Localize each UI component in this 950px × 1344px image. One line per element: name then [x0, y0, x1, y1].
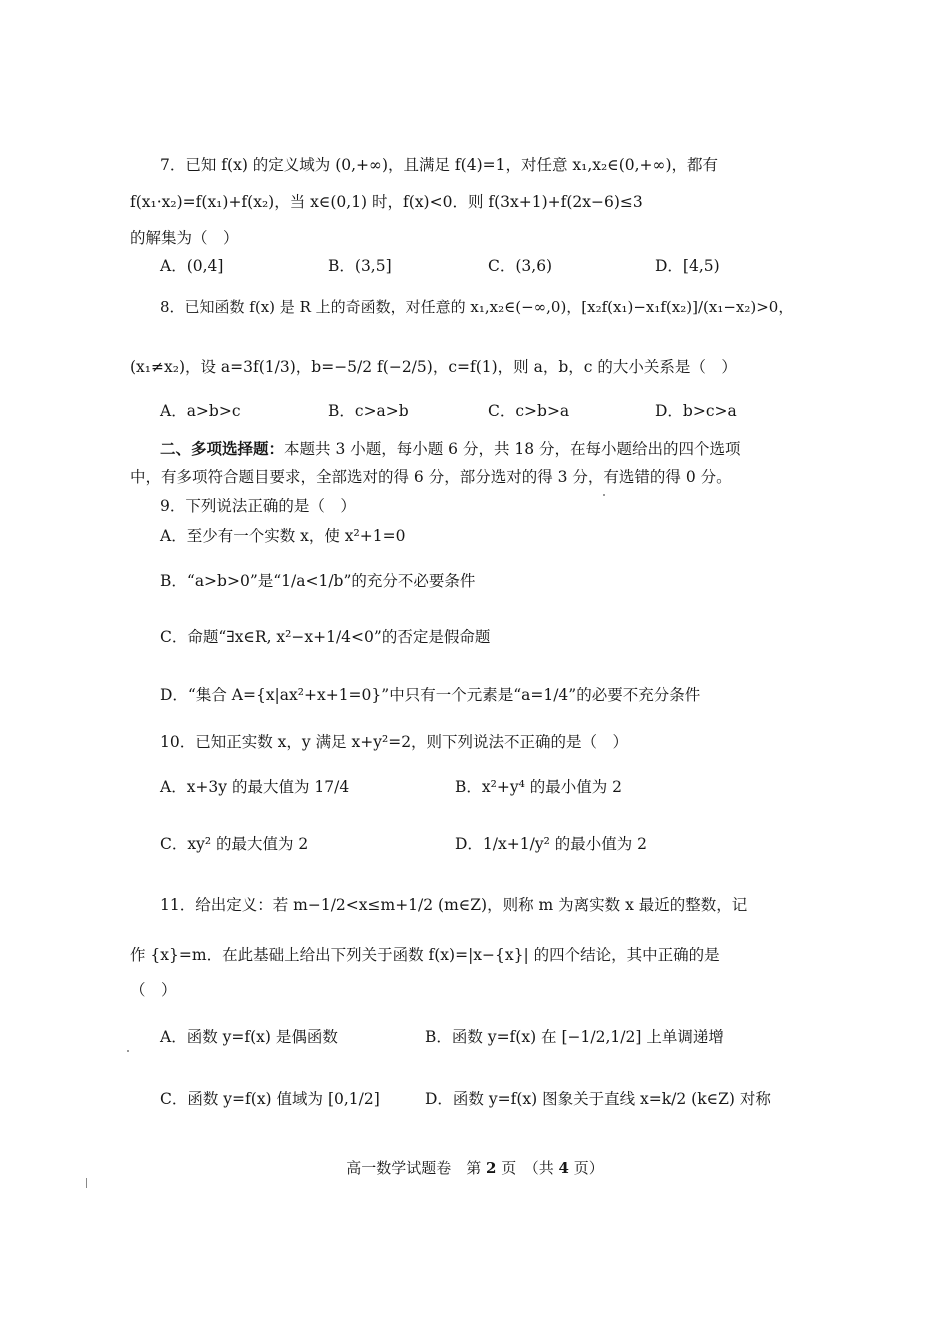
section-2-line-1 — [160, 437, 741, 459]
q9-option-c: C．命题“∃x∈R, x²−x+1/4<0”的否定是假命题 — [160, 628, 491, 646]
q10-option-c: C．xy² 的最大值为 2 — [160, 835, 309, 853]
q8-line-2: (x₁≠x₂)，设 a=3f(1/3)，b=−5/2 f(−2/5)，c=f(1)，则 a，b，c 的大小关系是（ ） — [130, 358, 737, 376]
q8-option-c: C．c>b>a — [488, 402, 570, 420]
scan-speck — [127, 1050, 129, 1052]
q11-line-3: （ ） — [130, 981, 177, 999]
q11-line-2: 作 {x}=m．在此基础上给出下列关于函数 f(x)=|x−{x}| 的四个结论，其中正确的是 — [130, 946, 720, 964]
q10-stem: 10．已知正实数 x，y 满足 x+y²=2，则下列说法不正确的是（ ） — [160, 733, 629, 751]
section-2-text-1: 本题共 3 小题，每小题 6 分，共 18 分，在每小题给出的四个选项 — [284, 440, 741, 458]
q7-option-a: A．(0,4] — [160, 257, 224, 275]
q8-line-1: 8．已知函数 f(x) 是 R 上的奇函数，对任意的 x₁,x₂∈(−∞,0)，[x₂f(x₁)−x₁f(x₂)]/(x₁−x₂)>0， — [160, 298, 794, 316]
q9-option-b: B．“a>b>0”是“1/a<1/b”的充分不必要条件 — [160, 572, 476, 590]
section-2-line-2: 中，有多项符合题目要求，全部选对的得 6 分，部分选对的得 3 分，有选错的得 0 分。 — [130, 468, 732, 486]
q10-option-b: B．x²+y⁴ 的最小值为 2 — [455, 778, 623, 796]
section-2-heading: 二、多项选择题： — [160, 439, 285, 458]
q11-option-c: C．函数 y=f(x) 值域为 [0,1/2] — [160, 1090, 380, 1108]
scan-speck-2 — [603, 494, 605, 496]
page-footer — [0, 1157, 950, 1178]
q9-stem: 9．下列说法正确的是（ ） — [160, 497, 356, 515]
q7-line-1: 7．已知 f(x) 的定义域为 (0,+∞)，且满足 f(4)=1，对任意 x₁,x₂∈(0,+∞)，都有 — [160, 156, 718, 174]
q7-option-b: B．(3,5] — [328, 257, 392, 275]
q11-option-b: B．函数 y=f(x) 在 [−1/2,1/2] 上单调递增 — [425, 1028, 724, 1046]
q11-option-d: D．函数 y=f(x) 图象关于直线 x=k/2 (k∈Z) 对称 — [425, 1090, 771, 1108]
q11-line-1: 11．给出定义：若 m−1/2<x≤m+1/2 (m∈Z)，则称 m 为离实数 x 最近的整数，记 — [160, 896, 748, 914]
q8-option-b: B．c>a>b — [328, 402, 409, 420]
q8-option-d: D．b>c>a — [655, 402, 737, 420]
footer-prefix: 高一数学试题卷 第 — [346, 1159, 482, 1177]
footer-suffix: 页） — [573, 1159, 604, 1177]
q7-line-3: 的解集为（ ） — [130, 229, 239, 247]
q10-option-a: A．x+3y 的最大值为 17/4 — [160, 778, 350, 796]
footer-page-number: 2 — [486, 1159, 497, 1177]
q7-line-2: f(x₁·x₂)=f(x₁)+f(x₂)，当 x∈(0,1) 时，f(x)<0．则 f(3x+1)+f(2x−6)≤3 — [130, 193, 643, 211]
q9-option-a: A．至少有一个实数 x，使 x²+1=0 — [160, 527, 406, 545]
footer-middle: 页 （共 — [501, 1159, 554, 1177]
q9-option-d: D．“集合 A={x|ax²+x+1=0}”中只有一个元素是“a=1/4”的必要不充分条件 — [160, 686, 701, 704]
q11-option-a: A．函数 y=f(x) 是偶函数 — [160, 1028, 338, 1046]
q7-option-c: C．(3,6) — [488, 257, 553, 275]
q7-option-d: D．[4,5) — [655, 257, 720, 275]
q8-option-a: A．a>b>c — [160, 402, 241, 420]
scan-mark — [86, 1178, 87, 1188]
footer-total-pages: 4 — [558, 1159, 569, 1177]
q10-option-d: D．1/x+1/y² 的最小值为 2 — [455, 835, 648, 853]
